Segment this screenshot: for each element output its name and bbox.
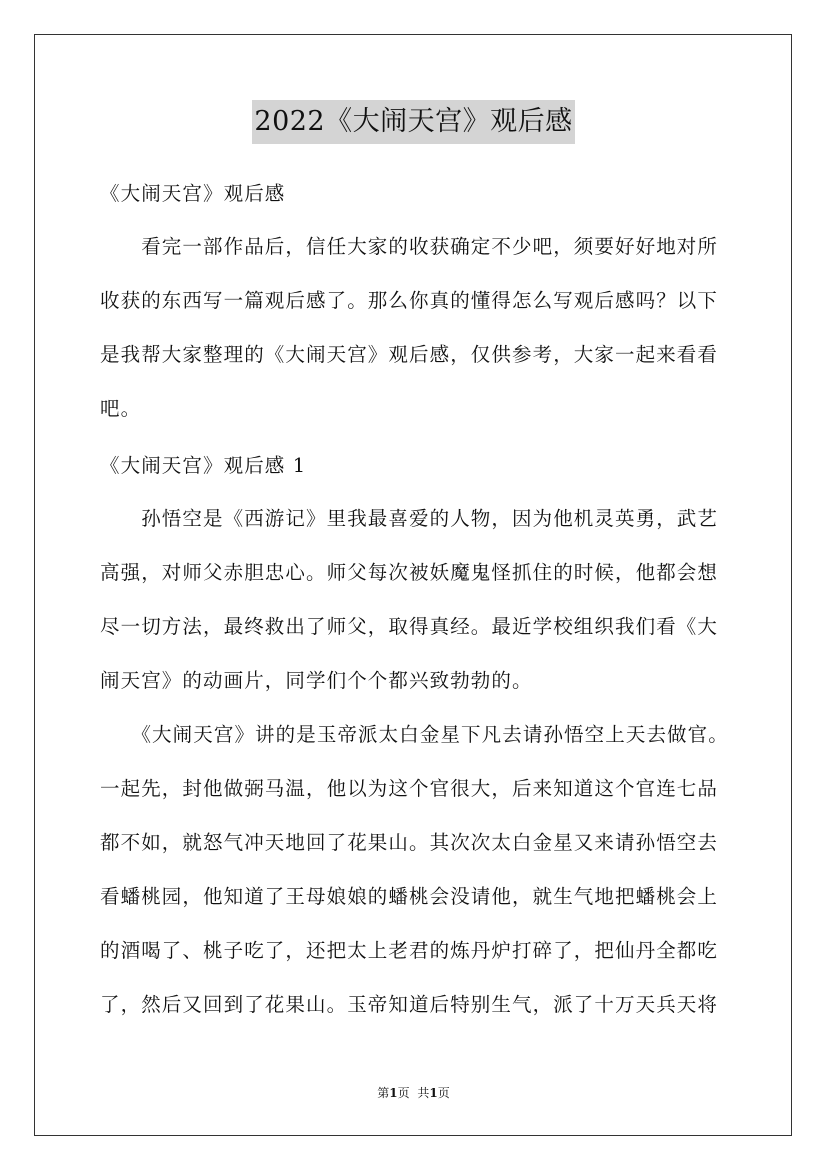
page-footer (0, 1084, 827, 1102)
footer-total-unit: 页 (437, 1086, 450, 1100)
paragraph-line: 是我帮大家整理的《大闹天宫》观后感，仅供参考，大家一起来看看 (100, 343, 719, 366)
section-heading: 《大闹天宫》观后感 1 (100, 454, 307, 477)
paragraph-line: 一起先，封他做弼马温，他以为这个官很大，后来知道这个官连七品 (100, 777, 719, 800)
paragraph-line: 的酒喝了、桃子吃了，还把太上老君的炼丹炉打碎了，把仙丹全都吃 (100, 939, 719, 962)
footer-page-unit: 页 (397, 1086, 410, 1100)
footer-page-prefix: 第 (377, 1086, 390, 1100)
section-heading: 《大闹天宫》观后感 (100, 182, 286, 205)
paragraph-line: 了，然后又回到了花果山。玉帝知道后特别生气，派了十万天兵天将 (100, 993, 719, 1016)
paragraph-line: 都不如，就怒气冲天地回了花果山。其次次太白金星又来请孙悟空去 (100, 831, 719, 854)
paragraph-line: 闹天宫》的动画片，同学们个个都兴致勃勃的。 (100, 669, 533, 692)
paragraph-line: 看蟠桃园，他知道了王母娘娘的蟠桃会没请他，就生气地把蟠桃会上 (100, 885, 719, 908)
document-title: 2022《大闹天宫》观后感 (252, 100, 574, 144)
paragraph-line: 《大闹天宫》讲的是玉帝派太白金星下凡去请孙悟空上天去做官。 (100, 723, 729, 746)
paragraph-line: 高强，对师父赤胆忠心。师父每次被妖魔鬼怪抓住的时候，他都会想 (100, 561, 719, 584)
paragraph-line: 尽一切方法，最终救出了师父，取得真经。最近学校组织我们看《大 (100, 615, 719, 638)
title-container (0, 100, 827, 144)
footer-total-number: 1 (429, 1086, 438, 1100)
paragraph-line: 吧。 (100, 397, 142, 420)
footer-total-prefix: 共 (417, 1086, 430, 1100)
paragraph-line: 看完一部作品后，信任大家的收获确定不少吧，须要好好地对所 (100, 235, 719, 258)
paragraph-line: 孙悟空是《西游记》里我最喜爱的人物，因为他机灵英勇，武艺 (100, 507, 719, 530)
footer-page-number: 1 (389, 1086, 398, 1100)
paragraph-line: 收获的东西写一篇观后感了。那么你真的懂得怎么写观后感吗？以下 (100, 289, 719, 312)
